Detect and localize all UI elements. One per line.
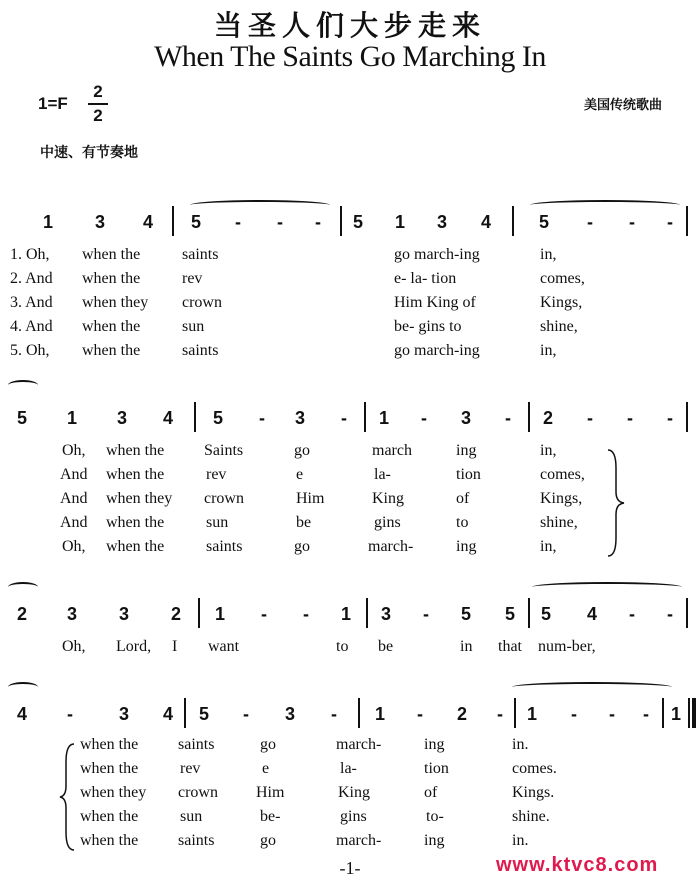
lyric: be [296, 514, 312, 531]
note: - [261, 604, 267, 624]
lyric: num-ber, [538, 638, 596, 655]
lyric: in. [512, 832, 529, 849]
brace-left [58, 742, 76, 852]
bar-line [686, 402, 688, 432]
lyric: tion [424, 760, 449, 777]
note: 4 [16, 704, 28, 724]
note: 1 [214, 604, 226, 624]
note: - [587, 212, 593, 232]
note: - [629, 212, 635, 232]
note: - [341, 408, 347, 428]
lyric: that [498, 638, 522, 655]
note: - [243, 704, 249, 724]
lyric: when the [106, 442, 165, 459]
lyric: be [378, 638, 394, 655]
notes-row-1 [0, 212, 700, 236]
lyric: when the [82, 318, 141, 335]
note: 2 [170, 604, 182, 624]
lyric: to- [426, 808, 444, 825]
note: 1 [66, 408, 78, 428]
lyric: saints [182, 342, 219, 359]
final-bar-thin [688, 698, 690, 728]
lyric: shine. [512, 808, 550, 825]
lyric: ing [456, 538, 477, 555]
note: - [587, 408, 593, 428]
lyric: Oh, [62, 442, 86, 459]
bar-line [172, 206, 174, 236]
note: - [667, 212, 673, 232]
note: - [235, 212, 241, 232]
lyric: crown [204, 490, 244, 507]
lyric: saints [178, 832, 215, 849]
lyric: saints [206, 538, 243, 555]
lyric: Oh, [62, 538, 86, 555]
note: - [421, 408, 427, 428]
lyric: go [260, 832, 276, 849]
note: 3 [66, 604, 78, 624]
lyric: gins [374, 514, 401, 531]
lyric: when the [82, 342, 141, 359]
lyric: of [456, 490, 470, 507]
fraction-line [88, 103, 108, 105]
lyric: crown [178, 784, 218, 801]
note: 4 [162, 704, 174, 724]
brace-path [608, 450, 624, 556]
lyric: And [60, 466, 88, 483]
note: 5 [352, 212, 364, 232]
note: 3 [284, 704, 296, 724]
note: - [259, 408, 265, 428]
lyric: sun [182, 318, 205, 335]
lyric: in. [512, 736, 529, 753]
lyric: rev [182, 270, 203, 287]
note: - [667, 604, 673, 624]
slur [8, 380, 38, 390]
lyric: go [294, 442, 310, 459]
title-english: When The Saints Go Marching In [154, 40, 546, 73]
note: 5 [16, 408, 28, 428]
lyric: comes, [540, 270, 585, 287]
note: 1 [526, 704, 538, 724]
lyric: Kings, [540, 294, 583, 311]
notes-row-4 [0, 704, 700, 728]
note: 3 [436, 212, 448, 232]
lyric: in, [540, 342, 557, 359]
lyric: Lord, [116, 638, 152, 655]
note: - [423, 604, 429, 624]
bar-line [184, 698, 186, 728]
note: - [277, 212, 283, 232]
note: 5 [460, 604, 472, 624]
note: 1 [378, 408, 390, 428]
lyric: when the [80, 832, 139, 849]
note: 5 [540, 604, 552, 624]
note: 1 [394, 212, 406, 232]
note: 5 [190, 212, 202, 232]
lyric: go march-ing [394, 246, 480, 263]
note: - [571, 704, 577, 724]
lyric: go march-ing [394, 342, 480, 359]
bar-line [686, 206, 688, 236]
lyric: e [262, 760, 270, 777]
key-signature: 1=F [38, 94, 68, 113]
slur [8, 682, 38, 692]
final-bar-thick [692, 698, 696, 728]
lyric: crown [182, 294, 222, 311]
lyric: Saints [204, 442, 244, 459]
note: 3 [294, 408, 306, 428]
note: 1 [42, 212, 54, 232]
lyric: when they [82, 294, 149, 311]
note: - [609, 704, 615, 724]
note: 3 [116, 408, 128, 428]
note: 5 [198, 704, 210, 724]
lyric: 2. And [10, 270, 53, 287]
lyric: 1. Oh, [10, 246, 50, 263]
lyric: Kings, [540, 490, 583, 507]
lyric: when the [106, 466, 165, 483]
lyric: when they [106, 490, 173, 507]
lyric: to [336, 638, 349, 655]
lyric: sun [180, 808, 203, 825]
lyric: when the [80, 736, 139, 753]
bar-line [512, 206, 514, 236]
note: 2 [16, 604, 28, 624]
lyric: saints [178, 736, 215, 753]
slur [512, 682, 672, 692]
lyric: saints [182, 246, 219, 263]
lyric: in [460, 638, 473, 655]
lyric: And [60, 514, 88, 531]
lyric: rev [180, 760, 201, 777]
lyric: be- [260, 808, 281, 825]
lyric: I [172, 638, 178, 655]
note: - [629, 604, 635, 624]
note: 3 [118, 604, 130, 624]
note: - [303, 604, 309, 624]
lyric: when the [106, 538, 165, 555]
lyric: rev [206, 466, 227, 483]
bar-line [340, 206, 342, 236]
lyric: want [208, 638, 240, 655]
bar-line [358, 698, 360, 728]
lyric: in, [540, 538, 557, 555]
note: 2 [542, 408, 554, 428]
slur [530, 200, 680, 210]
note: 5 [212, 408, 224, 428]
song-origin: 美国传统歌曲 [583, 98, 662, 113]
page-number: -1- [339, 858, 361, 878]
note: 1 [670, 704, 682, 724]
lyric: la- [340, 760, 357, 777]
notes-row-3 [0, 604, 700, 628]
lyric: ing [424, 832, 445, 849]
lyric: 3. And [10, 294, 53, 311]
lyric: shine, [540, 514, 578, 531]
note: 3 [118, 704, 130, 724]
time-top: 2 [93, 82, 103, 101]
lyric: when the [106, 514, 165, 531]
note: 5 [504, 604, 516, 624]
lyric: And [60, 490, 88, 507]
title-chinese: 当圣人们大步走来 [213, 9, 486, 42]
note: 5 [538, 212, 550, 232]
note: 4 [142, 212, 154, 232]
bar-line [364, 402, 366, 432]
note: 1 [340, 604, 352, 624]
note: 3 [460, 408, 472, 428]
note: 2 [456, 704, 468, 724]
lyric: when the [80, 808, 139, 825]
note: - [417, 704, 423, 724]
note: - [643, 704, 649, 724]
slur [8, 582, 38, 592]
lyric: to [456, 514, 469, 531]
bar-line [528, 402, 530, 432]
lyric: Him King of [394, 294, 476, 311]
lyric: in, [540, 442, 557, 459]
lyric: ing [424, 736, 445, 753]
bar-line [686, 598, 688, 628]
lyric: when the [80, 760, 139, 777]
note: - [627, 408, 633, 428]
time-bottom: 2 [93, 106, 103, 125]
note: - [497, 704, 503, 724]
note: 4 [162, 408, 174, 428]
bar-line [528, 598, 530, 628]
watermark: www.ktvc8.com [496, 854, 659, 876]
time-signature [88, 82, 108, 126]
note: 4 [586, 604, 598, 624]
brace-right [606, 448, 628, 558]
lyric: in, [540, 246, 557, 263]
lyric: Him [296, 490, 325, 507]
slur [532, 582, 682, 592]
lyric: 4. And [10, 318, 53, 335]
lyric: go [294, 538, 310, 555]
lyric: march- [336, 832, 382, 849]
lyric: of [424, 784, 438, 801]
lyric: when the [82, 246, 141, 263]
lyric: when they [80, 784, 147, 801]
note: - [67, 704, 73, 724]
tempo-marking: 中速、有节奏地 [40, 145, 138, 161]
lyric: King [372, 490, 404, 507]
lyric: Him [256, 784, 285, 801]
bar-line [366, 598, 368, 628]
lyric: la- [374, 466, 391, 483]
lyric: comes. [512, 760, 557, 777]
lyric: Oh, [62, 638, 86, 655]
lyric: 5. Oh, [10, 342, 50, 359]
lyric: Kings. [512, 784, 555, 801]
brace-path [60, 744, 74, 850]
lyric: gins [340, 808, 367, 825]
lyric: King [338, 784, 370, 801]
lyric: march [372, 442, 412, 459]
lyric: sun [206, 514, 229, 531]
notes-row-2 [0, 408, 700, 432]
bar-line [198, 598, 200, 628]
lyric: tion [456, 466, 481, 483]
bar-line [514, 698, 516, 728]
note: - [505, 408, 511, 428]
note: - [331, 704, 337, 724]
note: 3 [94, 212, 106, 232]
lyric: ing [456, 442, 477, 459]
lyric: e- la- tion [394, 270, 457, 287]
slur [190, 200, 330, 210]
note: - [667, 408, 673, 428]
lyric: go [260, 736, 276, 753]
lyric: when the [82, 270, 141, 287]
bar-line [194, 402, 196, 432]
lyric: be- gins to [394, 318, 462, 335]
note: 1 [374, 704, 386, 724]
lyric: e [296, 466, 304, 483]
lyric: march- [368, 538, 414, 555]
note: 4 [480, 212, 492, 232]
lyric: march- [336, 736, 382, 753]
lyric: shine, [540, 318, 578, 335]
note: 3 [380, 604, 392, 624]
lyric: comes, [540, 466, 585, 483]
note: - [315, 212, 321, 232]
bar-line [662, 698, 664, 728]
